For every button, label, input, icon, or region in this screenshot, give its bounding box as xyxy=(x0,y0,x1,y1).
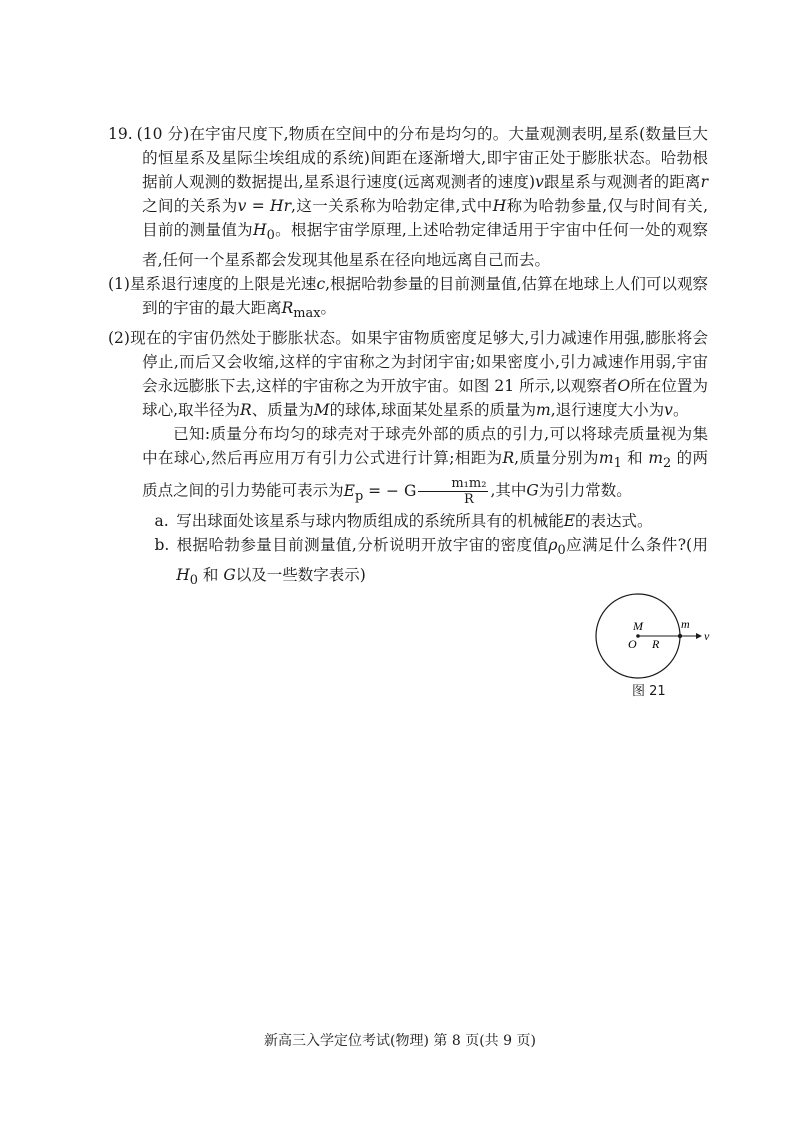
question-points: (10 分) xyxy=(136,125,190,143)
label-v: v xyxy=(704,629,710,643)
part-2: (2)现在的宇宙仍然处于膨胀状态。如果宇宙物质密度足够大,引力减速作用强,膨胀将会停止,而后又会收缩,这样的宇宙称之为封闭宇宙;如果密度小,引力减速作用弱,宇宙会永远膨胀下去,这样的宇宙称之为开放宇宙。如图 21 所示,以观察者O所在位置为球心,取半径为R、质量为M的球体,球面某处星系的质量为m,退行速度大小为v。 xyxy=(108,329,708,420)
label-m: m xyxy=(681,617,690,631)
part-2-label: (2) xyxy=(108,329,130,348)
known-text: 已知:质量分布均匀的球壳对于球壳外部的质点的引力,可以将球壳质量视为集中在球心,然后再应用万有引力公式进行计算;相距为R,质量分别为$m_1$ 和 $m_2$ 的两质点之间的引力势能可表示为$E_p$ = − G $\frac{\text{m₁m₂}}{R}$ ,其中G为引力常数。 xyxy=(142,425,708,508)
item-b: b. 根据哈勃参量目前测量值,分析说明开放宇宙的密度值$\rho_0$应满足什么条件?(用$H_0$ 和 G以及一些数字表示) xyxy=(154,535,708,589)
label-R: R xyxy=(652,637,660,651)
center-point xyxy=(636,634,640,638)
label-O: O xyxy=(628,637,637,651)
part-1: (1)星系退行速度的上限是光速c,根据哈勃参量的目前测量值,估算在地球上人们可以观察到的宇宙的最大距离$R_{max}$。 xyxy=(108,275,708,322)
question-stem: 19. (10 分)在宇宙尺度下,物质在空间中的分布是均匀的。大量观测表明,星系(数量巨大的恒星系及星际尘埃组成的系统)间距在逐渐增大,即宇宙正处于膨胀状态。哈勃根据前人观测的数据提出,星系退行速度(远离观测者的速度)v跟星系与观测者的距离r之间的关系为v = Hr,这一关系称为哈勃定律,式中H称为哈勃参量,仅与时间有关,目前的测量值为$H_0$。根据宇宙学原理,上述哈勃定律适用于宇宙中任何一处的观察者,任何一个星系都会发现其他星系在径向地远离自己而去。 xyxy=(108,125,708,270)
known-block xyxy=(108,422,708,593)
figure-caption: 图 21 xyxy=(632,684,666,699)
potential-energy-formula: $E_p$ = − G $\frac{\text{m₁m₂}}{R}$ xyxy=(343,476,487,508)
question-number: 19. xyxy=(108,125,133,143)
arrowhead xyxy=(696,633,702,639)
hubble-law: v = Hr xyxy=(237,197,291,215)
question-19 xyxy=(108,122,708,593)
label-M: M xyxy=(633,619,643,633)
page-footer: 新高三入学定位考试(物理) 第 8 页(共 9 页) xyxy=(264,1033,536,1049)
item-a: a. 写出球面处该星系与球内物质组成的系统所具有的机械能E的表达式。 xyxy=(154,511,653,530)
fraction: $\frac{\text{m₁m₂}}{R}$ xyxy=(418,476,488,507)
part-1-label: (1) xyxy=(108,275,130,294)
